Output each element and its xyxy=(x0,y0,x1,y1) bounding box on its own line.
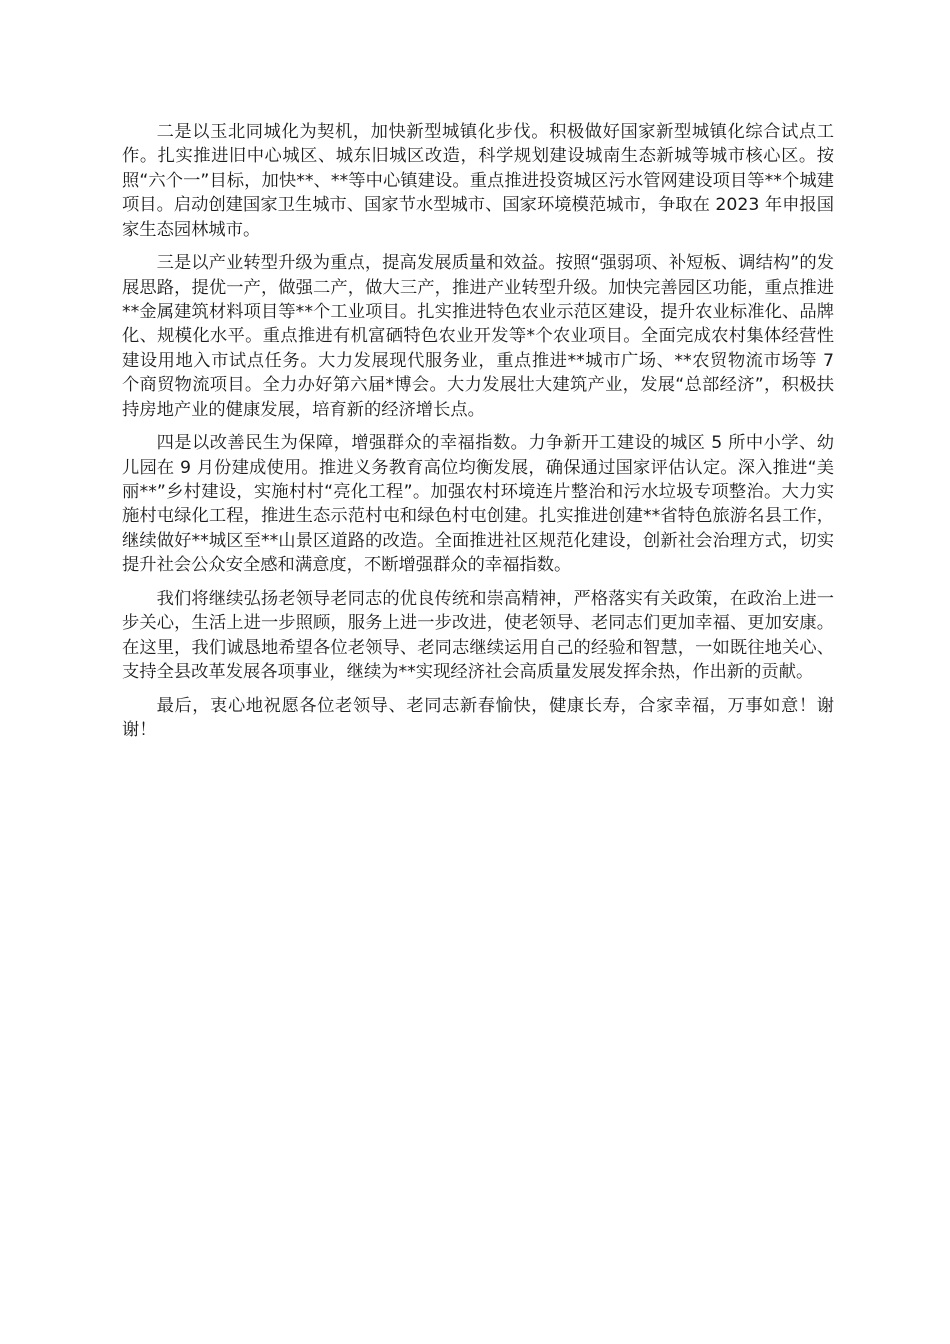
paragraph-livelihood: 四是以改善民生为保障，增强群众的幸福指数。力争新开工建设的城区 5 所中小学、幼儿园在 9 月份建成使用。推进义务教育高位均衡发展，确保通过国家评估认定。深入推进“美丽**”乡村建设，实施村村“亮化工程”。加强农村环境连片整治和污水垃圾专项整治。大力实施村屯绿化工程，推进生态示范村屯和绿色村屯创建。扎实推进创建**省特色旅游名县工作，继续做好**城区至**山景区道路的改造。全面推进社区规范化建设，创新社会治理方式，切实提升社会公众安全感和满意度，不断增强群众的幸福指数。 xyxy=(122,433,834,576)
paragraph-closing-wishes: 最后，衷心地祝愿各位老领导、老同志新春愉快，健康长寿，合家幸福，万事如意！谢谢！ xyxy=(122,695,834,741)
paragraph-veteran-cadres: 我们将继续弘扬老领导老同志的优良传统和崇高精神，严格落实有关政策，在政治上进一步关心，生活上进一步照顾，服务上进一步改进，使老领导、老同志们更加幸福、更加安康。在这里，我们诚恳地希望各位老领导、老同志继续运用自己的经验和智慧，一如既往地关心、支持全县改革发展各项事业，继续为**实现经济社会高质量发展发挥余热，作出新的贡献。 xyxy=(122,588,834,683)
paragraph-urbanization: 二是以玉北同城化为契机，加快新型城镇化步伐。积极做好国家新型城镇化综合试点工作。扎实推进旧中心城区、城东旧城区改造，科学规划建设城南生态新城等城市核心区。按照“六个一”目标，加快**、**等中心镇建设。重点推进投资城区污水管网建设项目等**个城建项目。启动创建国家卫生城市、国家节水型城市、国家环境模范城市，争取在 2023 年申报国家生态园林城市。 xyxy=(122,122,834,240)
paragraph-industry: 三是以产业转型升级为重点，提高发展质量和效益。按照“强弱项、补短板、调结构”的发展思路，提优一产，做强二产，做大三产，推进产业转型升级。加快完善园区功能，重点推进**金属建筑材料项目等**个工业项目。扎实推进特色农业示范区建设，提升农业标准化、品牌化、规模化水平。重点推进有机富硒特色农业开发等*个农业项目。全面完成农村集体经营性建设用地入市试点任务。大力发展现代服务业，重点推进**城市广场、**农贸物流市场等 7 个商贸物流项目。全力办好第六届*博会。大力发展壮大建筑产业，发展“总部经济”，积极扶持房地产业的健康发展，培育新的经济增长点。 xyxy=(122,253,834,420)
document-body xyxy=(122,120,834,752)
